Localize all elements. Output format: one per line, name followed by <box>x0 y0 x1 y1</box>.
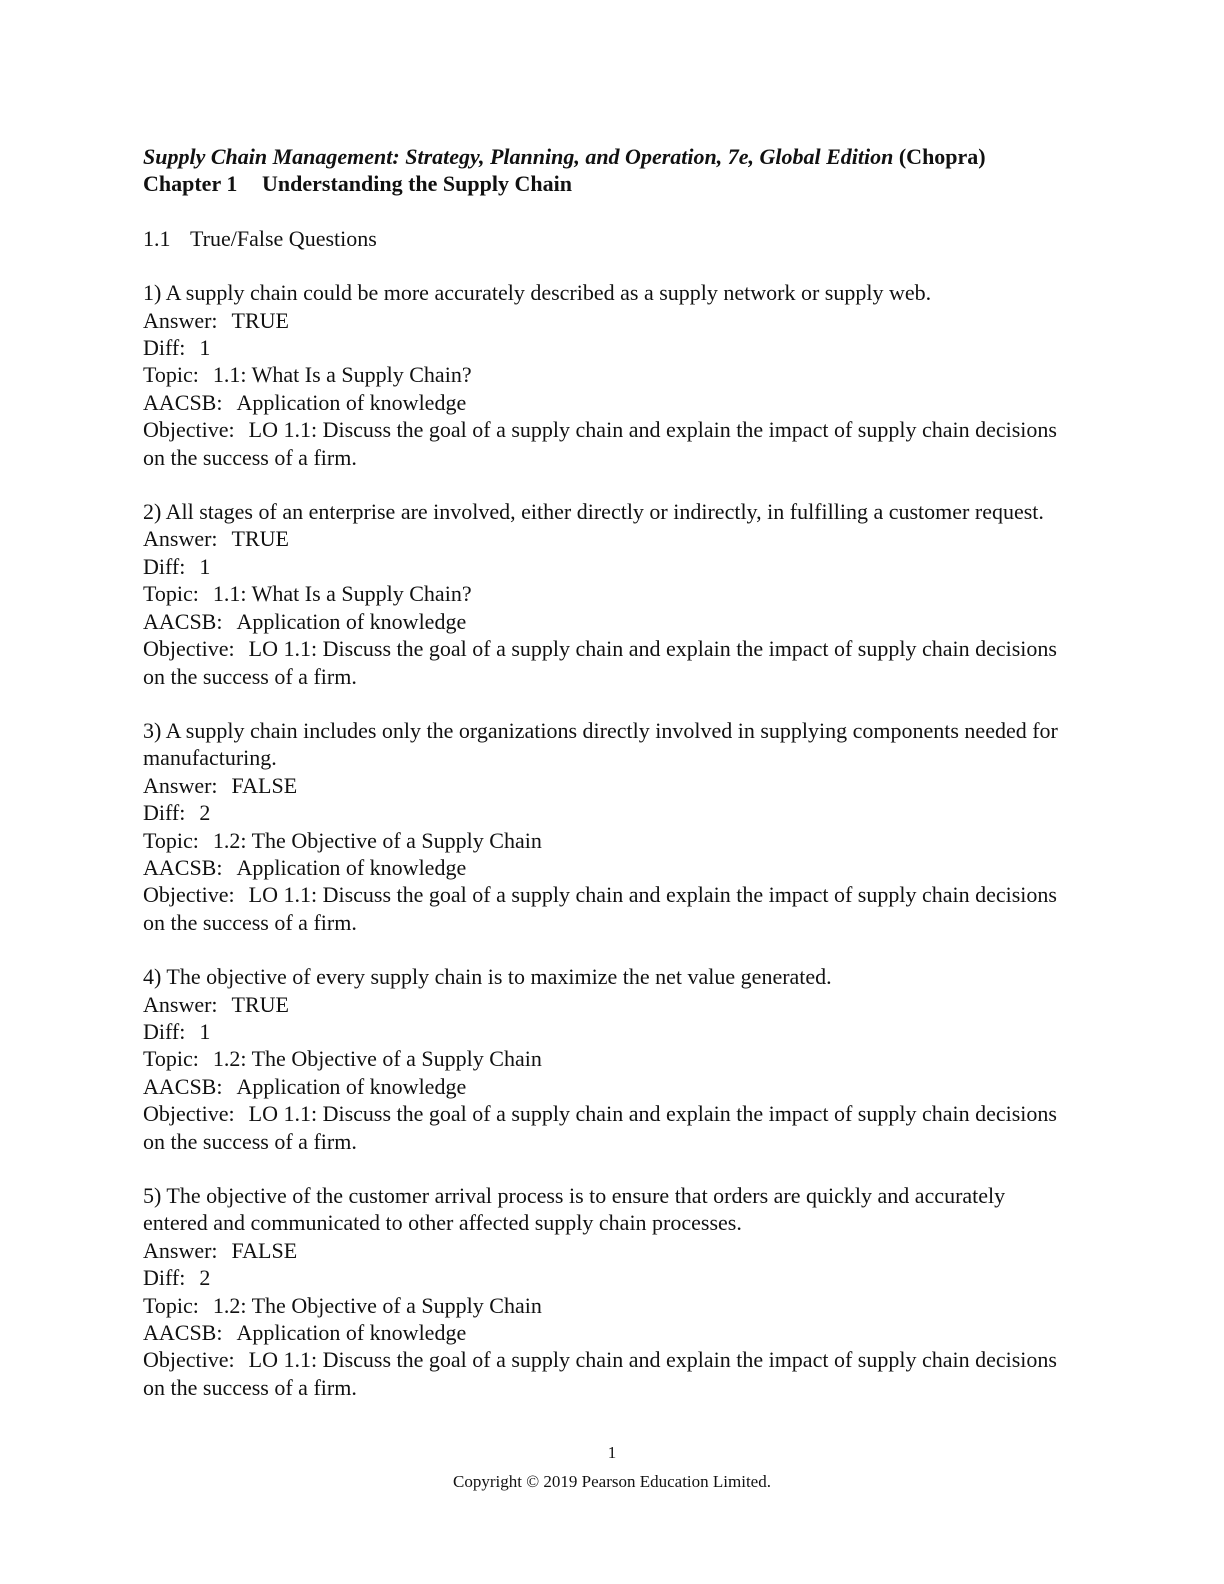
question-objective-label: Objective: <box>143 1347 235 1373</box>
question-objective-label: Objective: <box>143 417 235 443</box>
question-aacsb-label: AACSB: <box>143 854 223 880</box>
section-heading <box>143 225 1073 252</box>
question-answer <box>143 991 1073 1018</box>
question-objective-value: LO 1.1: Discuss the goal of a supply chain and explain the impact of supply chain decisions on the success of a firm. <box>143 1347 1057 1400</box>
question-difficulty-label: Diff: <box>143 1265 186 1291</box>
question-aacsb <box>143 854 1073 881</box>
question-aacsb-value: Application of knowledge <box>236 854 467 880</box>
question-difficulty-label: Diff: <box>143 553 186 579</box>
question-text: 4) The objective of every supply chain is to maximize the net value generated. <box>143 964 832 990</box>
page-number: 1 <box>607 1443 617 1462</box>
book-author: (Chopra) <box>898 144 986 169</box>
question-text: 2) All stages of an enterprise are involved, either directly or indirectly, in fulfilling a customer request. <box>143 499 1044 525</box>
question-difficulty <box>143 799 1073 826</box>
question-difficulty-value: 1 <box>199 335 211 361</box>
question-topic-value: 1.2: The Objective of a Supply Chain <box>212 827 542 853</box>
question-difficulty <box>143 1264 1073 1291</box>
section-number: 1.1 <box>143 225 171 251</box>
book-title-text: Supply Chain Management: Strategy, Planning, and Operation, 7e, Global Edition <box>143 144 894 169</box>
question-topic-label: Topic: <box>143 1046 199 1072</box>
question-objective-label: Objective: <box>143 882 235 908</box>
question-aacsb-label: AACSB: <box>143 608 223 634</box>
question-topic-value: 1.1: What Is a Supply Chain? <box>212 581 472 607</box>
question-difficulty <box>143 334 1073 361</box>
question-topic <box>143 827 1073 854</box>
question-text: 3) A supply chain includes only the organizations directly involved in supplying components needed for manufacturing. <box>143 717 1058 771</box>
question-difficulty-value: 2 <box>199 1265 211 1291</box>
question-difficulty-label: Diff: <box>143 1018 186 1044</box>
question-difficulty-label: Diff: <box>143 335 186 361</box>
question-item <box>143 279 1073 471</box>
question-objective <box>143 416 1073 471</box>
question-objective-value: LO 1.1: Discuss the goal of a supply chain and explain the impact of supply chain decisions on the success of a firm. <box>143 636 1057 689</box>
question-topic <box>143 1045 1073 1072</box>
question-objective-value: LO 1.1: Discuss the goal of a supply chain and explain the impact of supply chain decisions on the success of a firm. <box>143 417 1057 470</box>
question-topic-label: Topic: <box>143 1292 199 1318</box>
question-objective <box>143 1346 1073 1401</box>
question-difficulty-label: Diff: <box>143 800 186 826</box>
question-difficulty-value: 1 <box>199 553 211 579</box>
question-answer <box>143 307 1073 334</box>
question-topic <box>143 1292 1073 1319</box>
question-answer-label: Answer: <box>143 1237 218 1263</box>
question-answer-label: Answer: <box>143 526 218 552</box>
question-aacsb-value: Application of knowledge <box>236 1073 467 1099</box>
question-answer-value: FALSE <box>231 772 298 798</box>
question-objective-label: Objective: <box>143 1101 235 1127</box>
question-topic-value: 1.1: What Is a Supply Chain? <box>212 362 472 388</box>
question-difficulty <box>143 1018 1073 1045</box>
question-answer-value: TRUE <box>231 991 289 1017</box>
question-aacsb <box>143 1073 1073 1100</box>
question-topic-label: Topic: <box>143 581 199 607</box>
question-aacsb-value: Application of knowledge <box>236 1320 467 1346</box>
question-topic-label: Topic: <box>143 362 199 388</box>
question-item <box>143 498 1073 690</box>
copyright-notice: Copyright © 2019 Pearson Education Limited. <box>453 1472 771 1491</box>
section-title: True/False Questions <box>190 225 377 251</box>
question-answer-value: TRUE <box>231 307 289 333</box>
question-objective-value: LO 1.1: Discuss the goal of a supply chain and explain the impact of supply chain decisions on the success of a firm. <box>143 1101 1057 1154</box>
question-objective <box>143 635 1073 690</box>
question-answer-label: Answer: <box>143 772 218 798</box>
question-objective <box>143 881 1073 936</box>
question-topic-value: 1.2: The Objective of a Supply Chain <box>212 1292 542 1318</box>
question-answer-value: TRUE <box>231 526 289 552</box>
chapter-number: Chapter 1 <box>143 171 238 197</box>
question-answer-label: Answer: <box>143 307 218 333</box>
question-aacsb <box>143 1319 1073 1346</box>
question-aacsb-label: AACSB: <box>143 389 223 415</box>
question-answer-value: FALSE <box>231 1237 298 1263</box>
question-aacsb-label: AACSB: <box>143 1320 223 1346</box>
question-answer <box>143 772 1073 799</box>
question-list <box>143 279 1073 1401</box>
question-topic <box>143 580 1073 607</box>
question-difficulty <box>143 553 1073 580</box>
document-page <box>143 143 1073 1428</box>
question-difficulty-value: 2 <box>199 800 211 826</box>
question-answer <box>143 525 1073 552</box>
question-item <box>143 1182 1073 1401</box>
question-text: 1) A supply chain could be more accurately described as a supply network or supply web. <box>143 280 932 306</box>
question-topic-label: Topic: <box>143 827 199 853</box>
question-text: 5) The objective of the customer arrival process is to ensure that orders are quickly and accurately entered and communicated to other affected supply chain processes. <box>143 1183 1006 1236</box>
chapter-heading <box>143 170 1073 197</box>
question-aacsb <box>143 608 1073 635</box>
book-title <box>143 143 1073 170</box>
question-answer <box>143 1237 1073 1264</box>
question-aacsb-value: Application of knowledge <box>236 389 467 415</box>
question-difficulty-value: 1 <box>199 1018 211 1044</box>
question-objective-label: Objective: <box>143 636 235 662</box>
question-aacsb <box>143 389 1073 416</box>
question-aacsb-label: AACSB: <box>143 1073 223 1099</box>
question-topic <box>143 361 1073 388</box>
question-answer-label: Answer: <box>143 991 218 1017</box>
question-item <box>143 717 1073 936</box>
question-objective-value: LO 1.1: Discuss the goal of a supply chain and explain the impact of supply chain decisions on the success of a firm. <box>143 882 1057 935</box>
question-item <box>143 963 1073 1155</box>
question-aacsb-value: Application of knowledge <box>236 608 467 634</box>
chapter-title: Understanding the Supply Chain <box>262 171 572 197</box>
question-topic-value: 1.2: The Objective of a Supply Chain <box>212 1046 542 1072</box>
question-objective <box>143 1100 1073 1155</box>
